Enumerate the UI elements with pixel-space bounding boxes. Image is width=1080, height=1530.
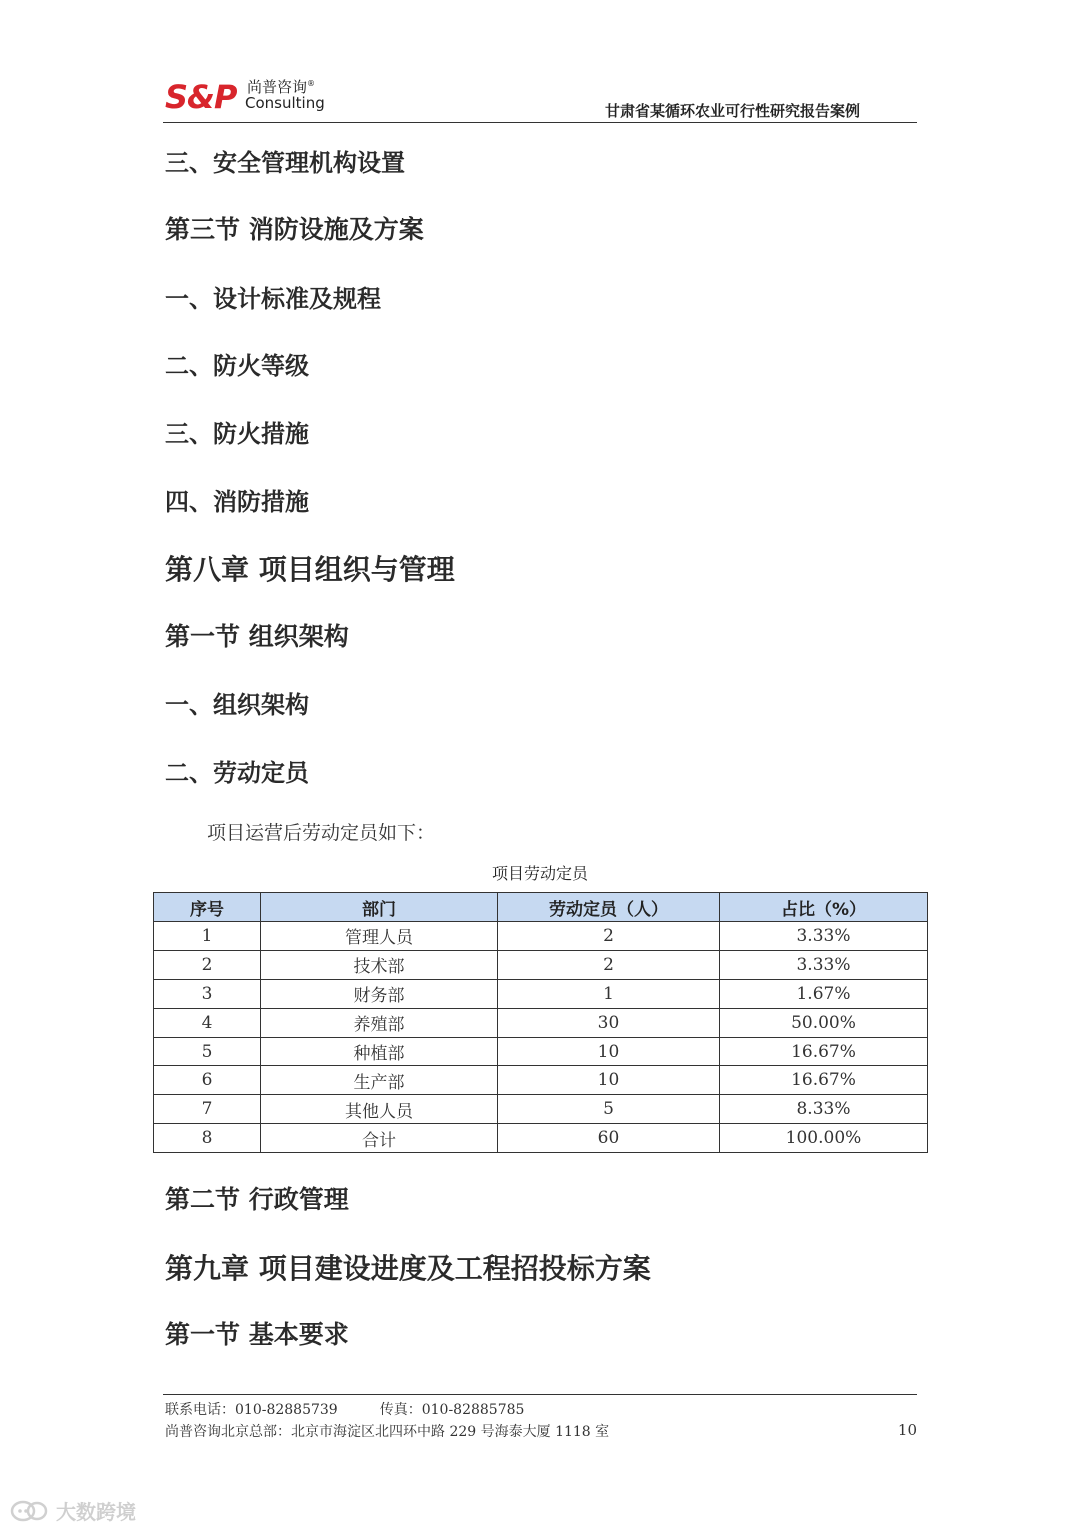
column-header-headcount: 劳动定员（人） <box>498 893 720 922</box>
logo-mark: S&P <box>165 78 237 116</box>
company-logo <box>165 74 335 118</box>
table-row <box>154 950 928 979</box>
watermark <box>10 1496 136 1525</box>
registered-mark: ® <box>307 79 316 88</box>
cell-ratio: 16.67% <box>720 1037 928 1066</box>
table-row <box>154 979 928 1008</box>
intro-paragraph: 项目运营后劳动定员如下： <box>207 822 436 844</box>
cell-index: 8 <box>154 1124 261 1153</box>
cell-ratio: 16.67% <box>720 1066 928 1095</box>
chat-bubble-icon <box>10 1500 50 1522</box>
cell-headcount: 10 <box>498 1066 720 1095</box>
heading-chapter8: 第八章 项目组织与管理 <box>165 553 455 586</box>
page-number: 10 <box>897 1421 917 1439</box>
table-row <box>154 1008 928 1037</box>
table-row <box>154 922 928 951</box>
cell-headcount: 30 <box>498 1008 720 1037</box>
cell-department: 合计 <box>261 1124 498 1153</box>
heading-org-structure: 一、组织架构 <box>165 691 309 719</box>
heading-safety-org: 三、安全管理机构设置 <box>165 149 405 177</box>
cell-ratio: 3.33% <box>720 950 928 979</box>
cell-ratio: 100.00% <box>720 1124 928 1153</box>
cell-index: 6 <box>154 1066 261 1095</box>
heading-chapter9: 第九章 项目建设进度及工程招投标方案 <box>165 1252 651 1285</box>
cell-ratio: 3.33% <box>720 922 928 951</box>
table-row <box>154 1037 928 1066</box>
heading-section3-fire: 第三节 消防设施及方案 <box>165 215 424 244</box>
cell-headcount: 10 <box>498 1037 720 1066</box>
cell-department: 种植部 <box>261 1037 498 1066</box>
cell-department: 生产部 <box>261 1066 498 1095</box>
footer-address: 尚普咨询北京总部：北京市海淀区北四环中路 229 号海泰大厦 1118 室 <box>165 1424 610 1440</box>
table-row <box>154 1095 928 1124</box>
cell-ratio: 1.67% <box>720 979 928 1008</box>
cell-index: 7 <box>154 1095 261 1124</box>
cell-index: 3 <box>154 979 261 1008</box>
cell-department: 其他人员 <box>261 1095 498 1124</box>
cell-ratio: 50.00% <box>720 1008 928 1037</box>
logo-chinese-name: 尚普咨询® <box>247 78 316 96</box>
header-divider <box>163 122 917 123</box>
document-title: 甘肃省某循环农业可行性研究报告案例 <box>604 102 860 120</box>
cell-headcount: 2 <box>498 922 720 951</box>
cell-department: 管理人员 <box>261 922 498 951</box>
heading-staffing: 二、劳动定员 <box>165 759 309 787</box>
cell-headcount: 5 <box>498 1095 720 1124</box>
staffing-table <box>153 892 928 1153</box>
cell-index: 1 <box>154 922 261 951</box>
column-header-ratio: 占比（%） <box>720 893 928 922</box>
cell-department: 养殖部 <box>261 1008 498 1037</box>
heading-design-standards: 一、设计标准及规程 <box>165 285 381 313</box>
column-header-department: 部门 <box>261 893 498 922</box>
table-header-row <box>154 893 928 922</box>
table-row-total <box>154 1124 928 1153</box>
cell-headcount: 1 <box>498 979 720 1008</box>
cell-index: 4 <box>154 1008 261 1037</box>
footer-phone: 联系电话：010-82885739 <box>165 1402 338 1418</box>
logo-english-name: Consulting <box>245 94 325 112</box>
heading-section1-org: 第一节 组织架构 <box>165 622 349 651</box>
cell-department: 财务部 <box>261 979 498 1008</box>
cell-department: 技术部 <box>261 950 498 979</box>
heading-section1-basic: 第一节 基本要求 <box>165 1320 349 1349</box>
table-row <box>154 1066 928 1095</box>
cell-headcount: 60 <box>498 1124 720 1153</box>
footer-contact <box>165 1399 524 1419</box>
column-header-index: 序号 <box>154 893 261 922</box>
cell-ratio: 8.33% <box>720 1095 928 1124</box>
cell-index: 5 <box>154 1037 261 1066</box>
cell-headcount: 2 <box>498 950 720 979</box>
table-caption: 项目劳动定员 <box>491 864 588 883</box>
heading-firefighting-measures: 四、消防措施 <box>165 488 309 516</box>
watermark-text: 大数跨境 <box>56 1500 136 1524</box>
heading-fire-grade: 二、防火等级 <box>165 352 309 380</box>
heading-section2-admin: 第二节 行政管理 <box>165 1185 349 1214</box>
footer-divider <box>163 1394 917 1395</box>
heading-fire-measures: 三、防火措施 <box>165 420 309 448</box>
cell-index: 2 <box>154 950 261 979</box>
footer-fax: 传真：010-82885785 <box>379 1402 525 1418</box>
